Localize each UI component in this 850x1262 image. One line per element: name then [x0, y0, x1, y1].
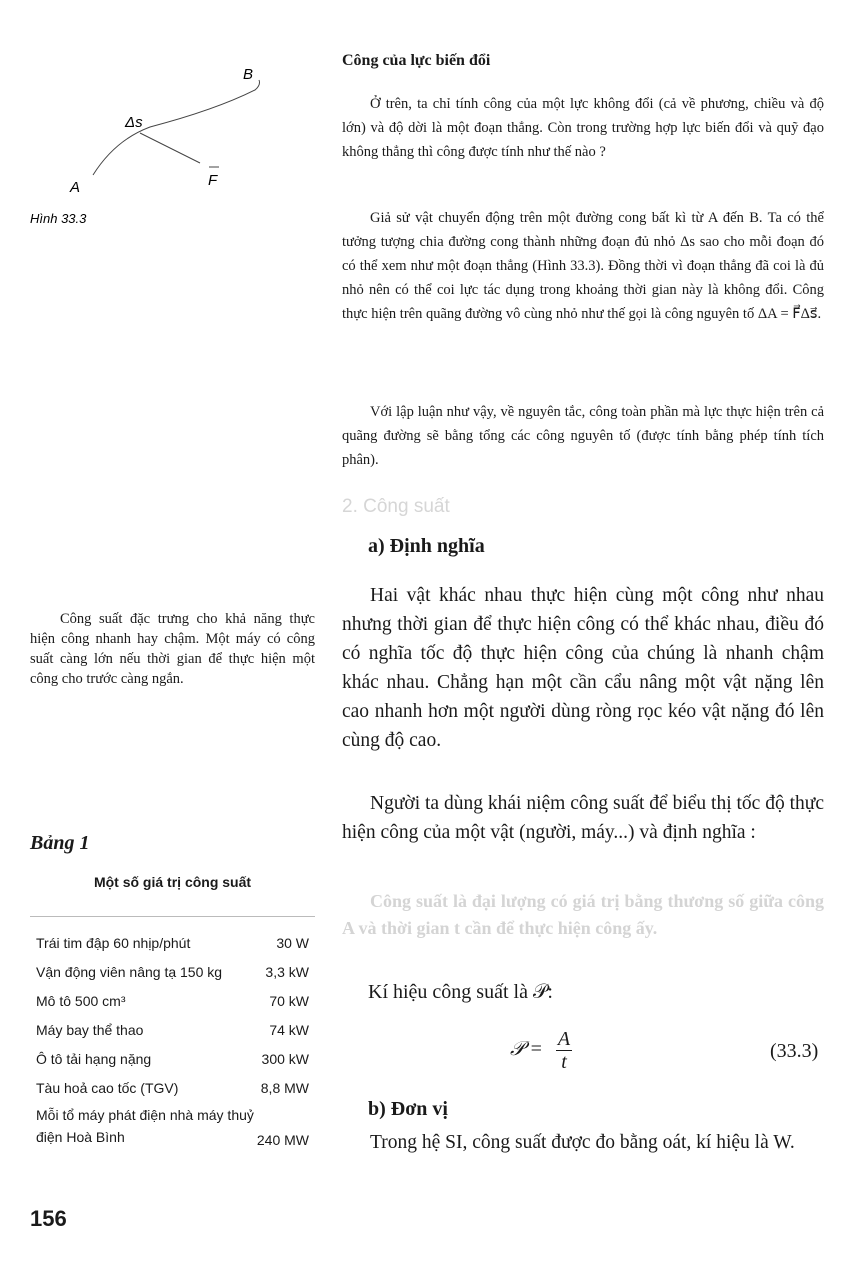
row-item: Ô tô tải hạng nặng: [36, 1050, 152, 1067]
row-value: 3,3 kW: [265, 963, 309, 980]
table-row: [30, 1015, 315, 1044]
formula-denominator: t: [561, 1051, 567, 1073]
curve-diagram: [30, 55, 295, 230]
formula-numerator: A: [557, 1028, 571, 1050]
table-subtitle: Một số giá trị công suất: [93, 874, 252, 890]
figure-33-3: [30, 55, 295, 230]
paragraph-intro: Ở trên, ta chỉ tính công của một lực không đổi (cả về phương, chiều và độ lớn) và độ dời là một đoạn thẳng. Còn trong trường hợp lực biến đổi và quỹ đạo không thẳng thì công được tính như thế nào ?: [342, 96, 824, 160]
force-vector-line: [140, 133, 200, 163]
table-row: [30, 1073, 315, 1102]
symbol-line: Kí hiệu công suất là 𝒫:: [368, 981, 553, 1003]
table-row: [30, 986, 315, 1015]
formula-fraction: [556, 1028, 572, 1073]
formula-number: (33.3): [770, 1040, 819, 1062]
row-item: Máy bay thể thao: [36, 1021, 144, 1038]
table-title: Bảng 1: [30, 832, 90, 854]
row-item: Vận động viên nâng tạ 150 kg: [36, 963, 223, 980]
side-note: Công suất đặc trưng cho khả năng thực hiện công nhanh hay chậm. Một máy có công suất càng lớn nếu thời gian để thực hiện một công cho trước càng ngắn.: [30, 611, 315, 687]
paragraph-curve: Giả sử vật chuyển động trên một đường cong bất kì từ A đến B. Ta có thể tưởng tượng chia đường cong thành những đoạn đủ nhỏ Δs sao cho mỗi đoạn đó có thể xem như một đoạn thẳng (Hình 33.3). Đồng thời vì đoạn thẳng đã coi là đủ nhỏ nên có thể coi lực tác dụng trong khoảng thời gian này là không đổi. Công thực hiện trên quãng đường vô cùng nhỏ như thế gọi là công nguyên tố ΔA = F⃗Δs⃗.: [342, 210, 824, 322]
table-row: [30, 928, 315, 957]
trajectory-curve: [93, 80, 260, 175]
label-f: F: [208, 172, 218, 189]
table-row: [30, 957, 315, 986]
formula-lhs: 𝒫 =: [510, 1038, 543, 1061]
page-number: 156: [30, 1206, 67, 1231]
row-value: 240 MW: [256, 1132, 309, 1148]
row-item: Trái tim đập 60 nhịp/phút: [36, 934, 191, 951]
row-item: Mô tô 500 cm³: [36, 992, 126, 1009]
row-value: 30 W: [276, 934, 309, 951]
row-item: Mỗi tổ máy phát điện nhà máy thuỷ điện Hoà Bình: [36, 1107, 254, 1145]
power-values-table: [30, 928, 315, 1150]
paragraph-unit: Trong hệ SI, công suất được đo bằng oát, kí hiệu là W.: [370, 1132, 795, 1153]
row-value: 300 kW: [261, 1050, 309, 1067]
row-value: 74 kW: [269, 1021, 309, 1038]
heading-unit: b) Đơn vị: [368, 1098, 448, 1120]
label-delta-s: Δs: [125, 114, 143, 131]
formula: [510, 1028, 572, 1073]
paragraph-total-work: Với lập luận như vậy, về nguyên tắc, công toàn phần mà lực thực hiện trên cả quãng đường sẽ bằng tổng các công nguyên tố (được tính bằng phép tính tích phân).: [342, 404, 824, 468]
table-rule: [30, 916, 315, 917]
label-b: B: [243, 66, 254, 83]
paragraph-concept: Người ta dùng khái niệm công suất để biểu thị tốc độ thực hiện công của một vật (người, máy...) và định nghĩa :: [342, 793, 824, 843]
row-item: Tàu hoả cao tốc (TGV): [36, 1079, 179, 1096]
heading-definition: a) Định nghĩa: [368, 535, 485, 557]
row-value: 8,8 MW: [260, 1079, 309, 1096]
row-value: 70 kW: [269, 992, 309, 1009]
paragraph-definition-intro: Hai vật khác nhau thực hiện cùng một công như nhau nhưng thời gian để thực hiện công có thể khác nhau, điều đó có nghĩa tốc độ thực hiện công của chúng là nhanh chậm khác nhau. Chẳng hạn một cần cẩu nâng một vật nặng lên cao nhanh hơn một người dùng ròng rọc kéo vật nặng đó lên cùng độ cao.: [342, 585, 824, 751]
subheading-variable-force: Công của lực biến đổi: [342, 52, 491, 69]
table-row: [30, 1044, 315, 1073]
table-row: [30, 1102, 315, 1150]
section-heading-power: 2. Công suất: [342, 496, 450, 517]
label-a: A: [70, 179, 81, 196]
definition-box: Công suất là đại lượng có giá trị bằng thương số giữa công A và thời gian t cần để thực hiện công ấy.: [342, 891, 824, 938]
figure-caption: Hình 33.3: [30, 211, 87, 226]
